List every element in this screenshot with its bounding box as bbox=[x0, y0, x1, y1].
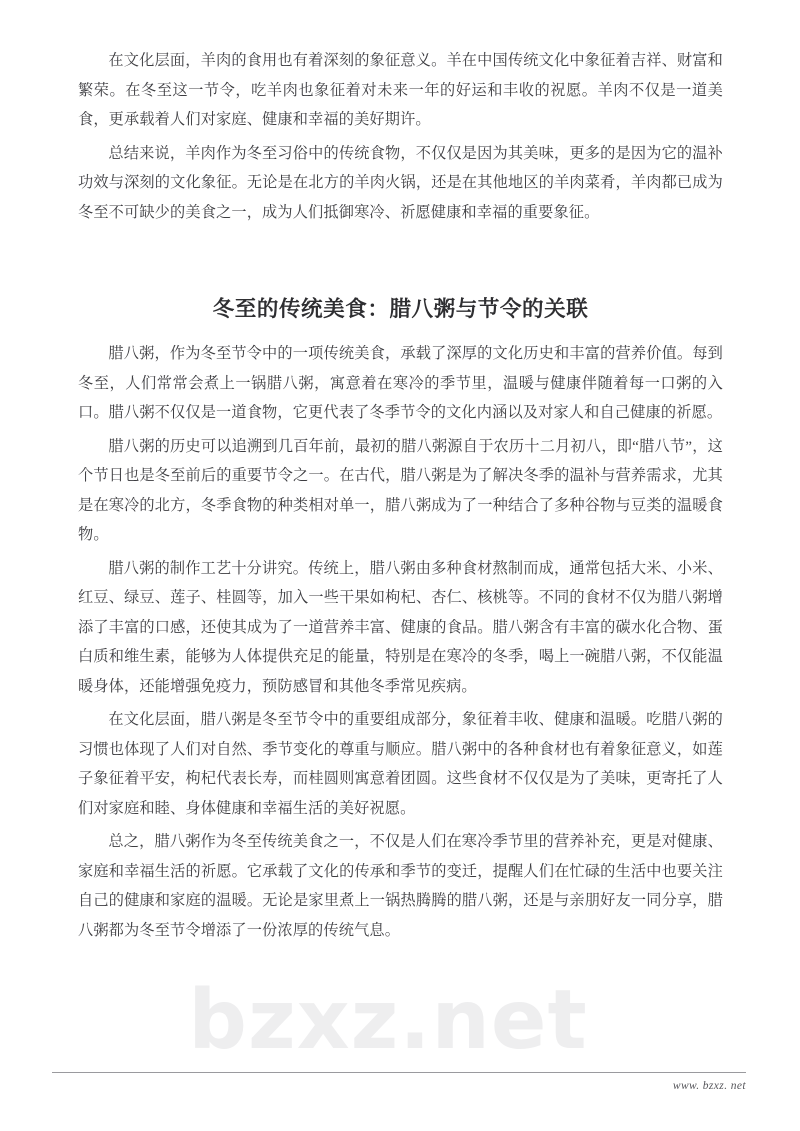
paragraph: 腊八粥的制作工艺十分讲究。传统上，腊八粥由多种食材熬制而成，通常包括大米、小米、红豆、绿豆、莲子、桂圆等，加入一些干果如枸杞、杏仁、核桃等。不同的食材不仅为腊八粥增添了丰富的口感，还使其成为了一道营养丰富、健康的食品。腊八粥含有丰富的碳水化合物、蛋白质和维生素，能够为人体提供充足的能量，特别是在寒冷的冬季，喝上一碗腊八粥，不仅能温暖身体，还能增强免疫力，预防感冒和其他冬季常见疾病。 bbox=[78, 559, 723, 695]
paragraph: 在文化层面，腊八粥是冬至节令中的重要组成部分，象征着丰收、健康和温暖。吃腊八粥的习惯也体现了人们对自然、季节变化的尊重与顺应。腊八粥中的各种食材也有着象征意义，如莲子象征着平安，枸杞代表长寿，而桂圆则寓意着团圆。这些食材不仅仅是为了美味，更寄托了人们对家庭和睦、身体健康和幸福生活的美好祝愿。 bbox=[78, 711, 723, 817]
section-laba-congee bbox=[78, 293, 723, 945]
page-footer bbox=[52, 1072, 746, 1092]
footer-divider bbox=[52, 1072, 746, 1073]
paragraph: 腊八粥的历史可以追溯到几百年前，最初的腊八粥源自于农历十二月初八，即“腊八节”，这个节日也是冬至前后的重要节令之一。在古代，腊八粥是为了解决冬季的温补与营养需求，尤其是在寒冷的北方，冬季食物的种类相对单一，腊八粥成为了一种结合了多种谷物与豆类的温暖食物。 bbox=[78, 437, 723, 543]
paragraph: 总结来说，羊肉作为冬至习俗中的传统食物，不仅仅是因为其美味，更多的是因为它的温补功效与深刻的文化象征。无论是在北方的羊肉火锅，还是在其他地区的羊肉菜肴，羊肉都已成为冬至不可缺少的美食之一，成为人们抵御寒冷、祈愿健康和幸福的重要象征。 bbox=[78, 144, 723, 221]
document-body bbox=[78, 46, 723, 949]
article-title: 冬至的传统美食：腊八粥与节令的关联 bbox=[212, 297, 589, 321]
footer-url: www. bzxz. net bbox=[672, 1080, 746, 1092]
paragraph: 总之，腊八粥作为冬至传统美食之一，不仅是人们在寒冷季节里的营养补充，更是对健康、家庭和幸福生活的祈愿。它承载了文化的传承和季节的变迁，提醒人们在忙碌的生活中也要关注自己的健康和家庭的温暖。无论是家里煮上一锅热腾腾的腊八粥，还是与亲朋好友一同分享，腊八粥都为冬至节令增添了一份浓厚的传统气息。 bbox=[78, 833, 723, 939]
site-watermark: bzxz.net bbox=[188, 973, 588, 1068]
paragraph: 腊八粥，作为冬至节令中的一项传统美食，承载了深厚的文化历史和丰富的营养价值。每到冬至，人们常常会煮上一锅腊八粥，寓意着在寒冷的季节里，温暖与健康伴随着每一口粥的入口。腊八粥不仅仅是一道食物，它更代表了冬季节令的文化内涵以及对家人和自己健康的祈愿。 bbox=[78, 345, 723, 421]
section-divider-space bbox=[78, 231, 723, 293]
paragraph: 在文化层面，羊肉的食用也有着深刻的象征意义。羊在中国传统文化中象征着吉祥、财富和繁荣。在冬至这一节令，吃羊肉也象征着对未来一年的好运和丰收的祝愿。羊肉不仅是一道美食，更承载着人们对家庭、健康和幸福的美好期许。 bbox=[78, 52, 723, 128]
section-mutton-culture bbox=[78, 46, 723, 227]
